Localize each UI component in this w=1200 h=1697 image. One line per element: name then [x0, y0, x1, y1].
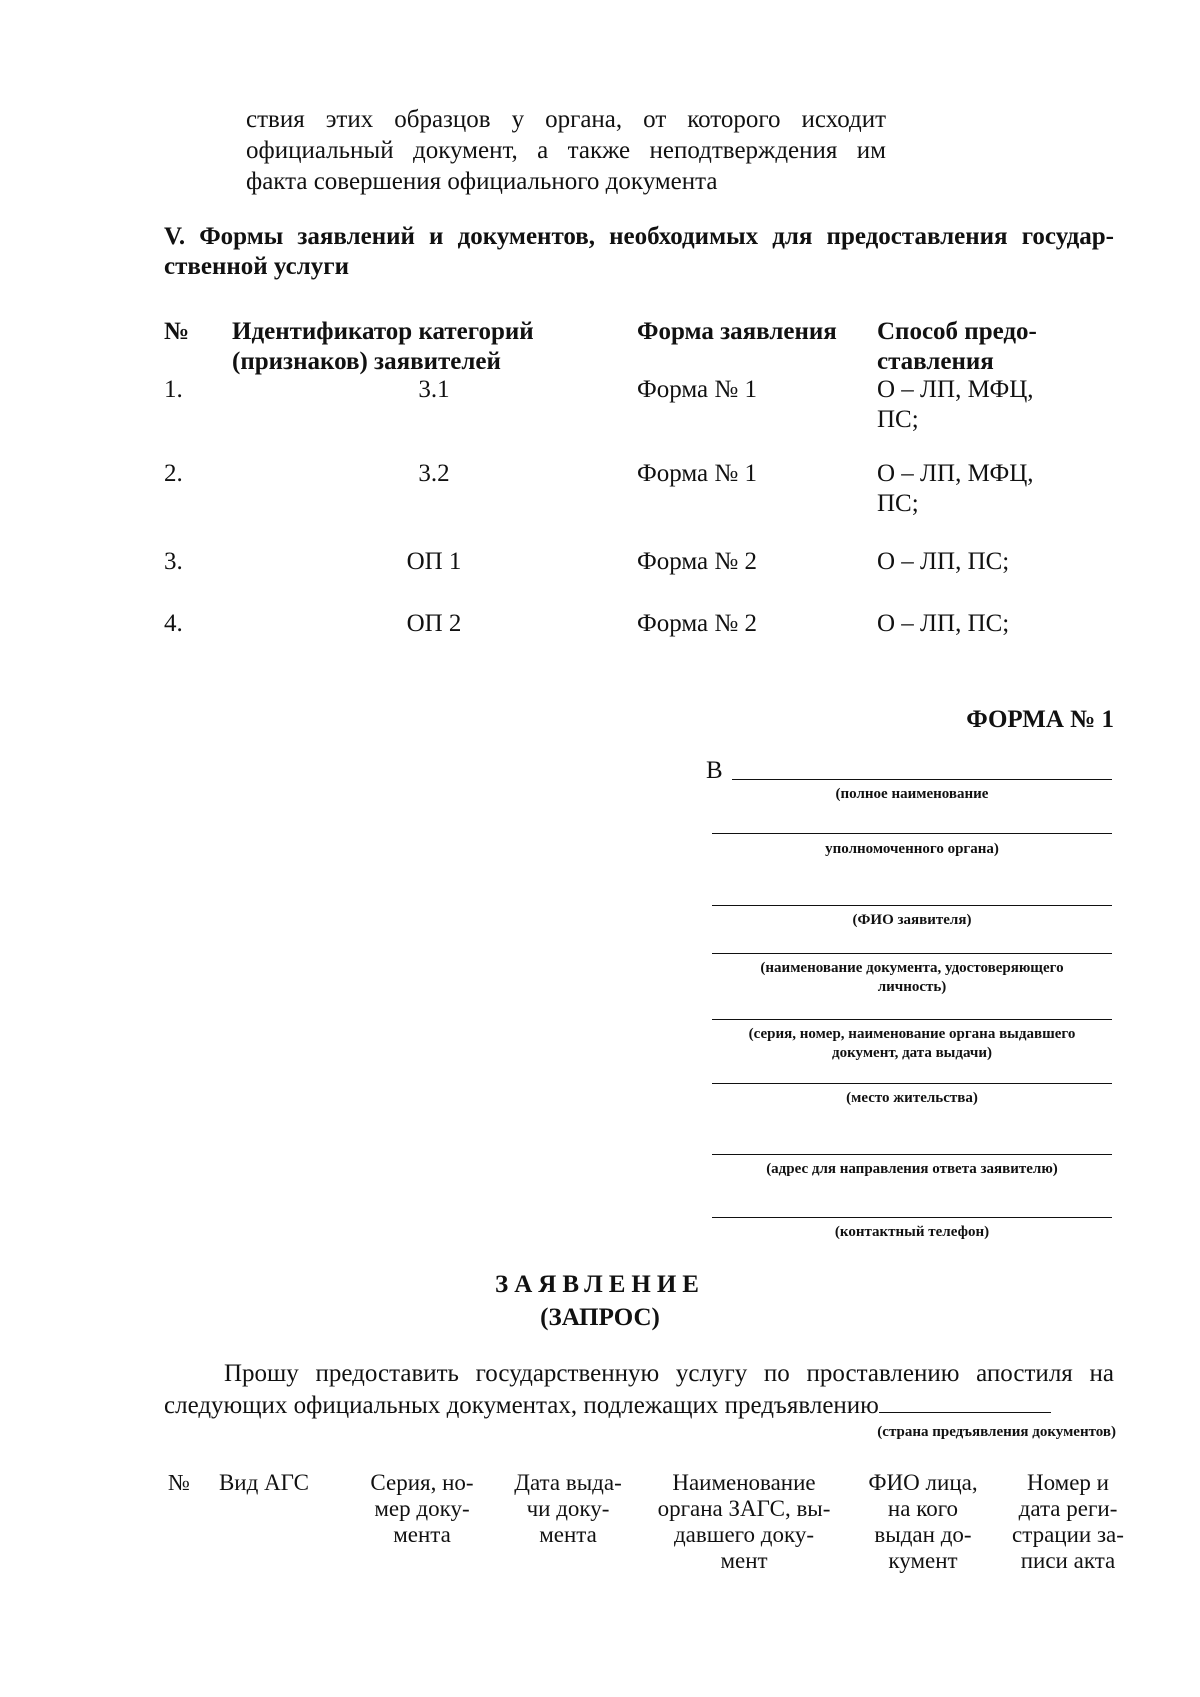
header-method — [877, 317, 1077, 377]
doc-col-line: ФИО лица, — [868, 1470, 978, 1495]
field-caption: (наименование документа, удостоверяющего — [760, 960, 1064, 976]
row-num: 2. — [164, 460, 183, 487]
doc-col-line: органа ЗАГС, вы- — [657, 1496, 831, 1521]
doc-col-line: Вид АГС — [218, 1470, 310, 1495]
section-title-line: ственной услуги — [164, 253, 350, 280]
doc-col-line: мента — [539, 1522, 597, 1547]
table-row — [164, 459, 1064, 547]
identity-document-field[interactable] — [712, 953, 1112, 954]
row-identifier: 3.1 — [418, 376, 450, 403]
doc-col-line: давшего доку- — [673, 1522, 814, 1547]
row-num: 1. — [164, 376, 183, 403]
row-identifier: ОП 1 — [406, 548, 462, 575]
doc-col-num — [164, 1470, 194, 1496]
authority-name-field[interactable] — [732, 779, 1112, 780]
statement-heading — [380, 1268, 820, 1334]
form-number-title: ФОРМА № 1 — [966, 706, 1114, 733]
doc-col-line: мента — [393, 1522, 451, 1547]
header-identifier-line: (признаков) заявителей — [232, 348, 501, 375]
row-method — [877, 375, 1077, 435]
row-num: 3. — [164, 548, 183, 575]
table-row — [164, 609, 1064, 639]
header-num: № — [164, 318, 190, 345]
row-method-line: ПС; — [877, 406, 919, 433]
row-identifier: ОП 2 — [406, 610, 462, 637]
table-row — [164, 375, 1064, 459]
doc-col-line: № — [168, 1470, 190, 1495]
doc-col-registry-office — [648, 1470, 840, 1574]
doc-col-line: страции за- — [1012, 1522, 1124, 1547]
doc-col-issue-date — [504, 1470, 632, 1548]
country-caption: (страна предъявления документов) — [877, 1424, 1116, 1440]
field-caption: (полное наименование — [835, 786, 989, 802]
statement-subtitle: (ЗАПРОС) — [540, 1304, 660, 1331]
request-paragraph — [164, 1358, 1114, 1422]
intro-line: ствия этих образцов у органа, от которого исходит — [246, 106, 886, 133]
field-caption: документ, дата выдачи) — [832, 1045, 992, 1061]
field-caption: уполномоченного органа) — [825, 841, 999, 857]
section-title-line: V. Формы заявлений и документов, необходимых для предоставления государ- — [164, 223, 1114, 250]
residence-field[interactable] — [712, 1083, 1112, 1084]
row-num: 4. — [164, 610, 183, 637]
category-table-header — [164, 317, 1064, 377]
intro-line: факта совершения официального документа — [246, 168, 718, 195]
row-method: О – ЛП, ПС; — [877, 610, 1010, 637]
applicant-name-field[interactable] — [712, 905, 1112, 906]
doc-col-line: чи доку- — [526, 1496, 610, 1521]
intro-line: официальный документ, а также неподтверждения им — [246, 137, 886, 164]
doc-col-line: Дата выда- — [514, 1470, 622, 1495]
doc-col-line: Наименование — [672, 1470, 816, 1495]
document-details-field[interactable] — [712, 1019, 1112, 1020]
row-method — [877, 459, 1077, 519]
doc-col-record — [1004, 1470, 1132, 1574]
doc-col-line: писи акта — [1020, 1548, 1116, 1573]
doc-col-type — [212, 1470, 316, 1496]
category-table — [164, 317, 1064, 639]
addressee-prefix: В — [706, 757, 723, 784]
doc-col-line: выдан до- — [874, 1522, 972, 1547]
row-form: Форма № 1 — [637, 376, 757, 403]
field-caption: личность) — [877, 979, 947, 995]
row-method: О – ЛП, ПС; — [877, 548, 1010, 575]
row-identifier: 3.2 — [418, 460, 450, 487]
header-form: Форма заявления — [637, 318, 837, 345]
doc-col-line: Серия, но- — [370, 1470, 474, 1495]
phone-field[interactable] — [712, 1217, 1112, 1218]
header-identifier-line: Идентификатор категорий — [232, 318, 534, 345]
reply-address-field[interactable] — [712, 1154, 1112, 1155]
row-method-line: ПС; — [877, 490, 919, 517]
statement-title: ЗАЯВЛЕНИЕ — [495, 1271, 705, 1298]
intro-paragraph — [246, 104, 886, 197]
section-title — [164, 222, 1114, 282]
header-method-line: ставления — [877, 348, 994, 375]
row-form: Форма № 1 — [637, 460, 757, 487]
row-method-line: О – ЛП, МФЦ, — [877, 376, 1034, 403]
header-method-line: Способ предо- — [877, 318, 1037, 345]
doc-col-line: Номер и — [1027, 1470, 1109, 1495]
country-field[interactable] — [879, 1390, 1051, 1413]
field-caption: (серия, номер, наименование органа выдавшего — [748, 1026, 1076, 1042]
table-row — [164, 547, 1064, 609]
doc-col-line: мер доку- — [374, 1496, 470, 1521]
row-form: Форма № 2 — [637, 548, 757, 575]
row-form: Форма № 2 — [637, 610, 757, 637]
field-caption: (место жительства) — [846, 1090, 978, 1106]
field-caption: (адрес для направления ответа заявителю) — [766, 1161, 1058, 1177]
field-caption: (контактный телефон) — [834, 1224, 990, 1240]
doc-col-person — [854, 1470, 992, 1574]
doc-col-line: мент — [720, 1548, 768, 1573]
doc-col-line: дата реги- — [1018, 1496, 1118, 1521]
request-line-text: следующих официальных документах, подлежащих предъявлению — [164, 1392, 879, 1419]
row-method-line: О – ЛП, МФЦ, — [877, 460, 1034, 487]
request-line-2 — [164, 1390, 1114, 1422]
doc-col-series — [360, 1470, 484, 1548]
doc-col-line: на кого — [887, 1496, 959, 1521]
field-caption: (ФИО заявителя) — [852, 912, 972, 928]
doc-col-line: кумент — [888, 1548, 958, 1573]
authority-name-field-2[interactable] — [712, 833, 1112, 834]
request-line: Прошу предоставить государственную услугу по проставлению апостиля на — [224, 1360, 1114, 1387]
header-identifier — [232, 317, 592, 377]
